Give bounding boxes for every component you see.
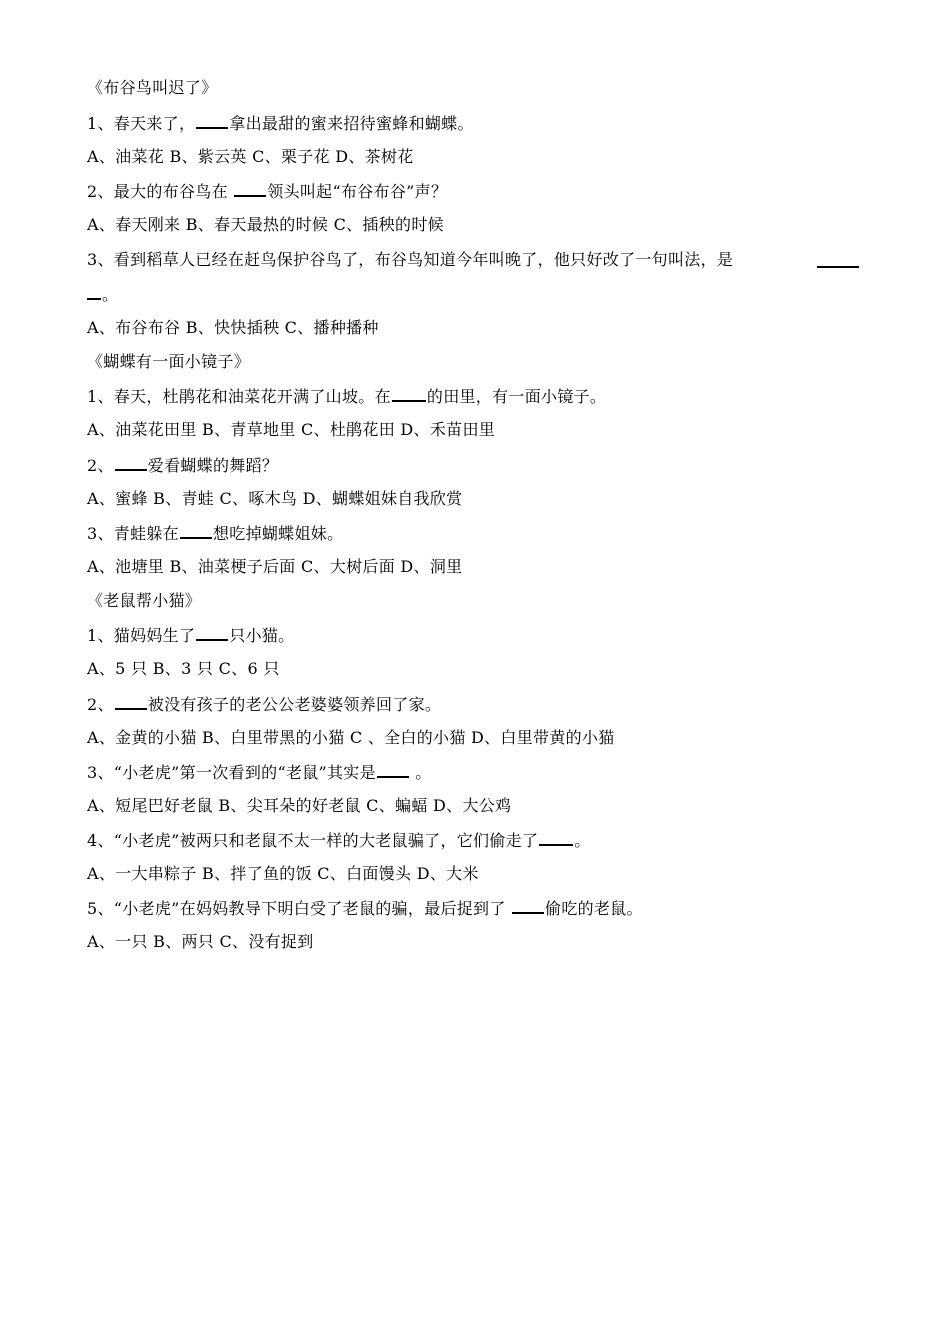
- answer-blank: [196, 625, 228, 641]
- question-line: [87, 386, 606, 407]
- question-text: 领头叫起“布谷布谷”声？: [267, 182, 448, 201]
- question-text: 拿出最甜的蜜来招待蜜蜂和蝴蝶。: [229, 114, 474, 133]
- answer-blank: [115, 455, 147, 471]
- options-line: A、蜜蜂 B、青蛙 C、啄木鸟 D、蝴蝶姐妹自我欣赏: [87, 489, 463, 508]
- options-line: A、5 只 B、3 只 C、6 只: [87, 659, 280, 678]
- question-line: [87, 762, 432, 783]
- question-text: 。: [574, 831, 591, 850]
- question-text: 1、春天，杜鹃花和油菜花开满了山坡。在: [87, 387, 391, 406]
- question-text: 3、看到稻草人已经在赶鸟保护谷鸟了，布谷鸟知道今年叫晚了，他只好改了一句叫法，是: [87, 250, 734, 269]
- options-line: A、池塘里 B、油菜梗子后面 C、大树后面 D、洞里: [87, 557, 463, 576]
- question-text: 4、“小老虎”被两只和老鼠不太一样的大老鼠骗了，它们偷走了: [87, 831, 539, 850]
- question-text: 1、猫妈妈生了: [87, 626, 196, 645]
- question-line: [87, 898, 643, 919]
- answer-blank: [377, 762, 409, 778]
- question-text: 3、青蛙躲在: [87, 524, 179, 543]
- answer-blank: [817, 252, 859, 268]
- question-line: [87, 694, 441, 715]
- question-text: 。: [102, 285, 119, 304]
- section-title: 《蝴蝶有一面小镜子》: [87, 352, 251, 371]
- question-line: [87, 250, 733, 270]
- options-line: A、布谷布谷 B、快快插秧 C、播种播种: [87, 318, 379, 337]
- question-text: 1、春天来了，: [87, 114, 196, 133]
- answer-blank: [234, 181, 266, 197]
- question-text: 的田里，有一面小镜子。: [426, 387, 607, 406]
- question-line: [87, 625, 294, 646]
- answer-blank: [196, 113, 228, 129]
- question-line-continued: [87, 284, 118, 305]
- question-text: 想吃掉蝴蝶姐妹。: [212, 524, 344, 543]
- question-text: 5、“小老虎”在妈妈教导下明白受了老鼠的骗，最后捉到了: [87, 899, 512, 918]
- question-line: [87, 523, 343, 544]
- question-line: [87, 113, 474, 134]
- question-text: 只小猫。: [229, 626, 295, 645]
- options-line: A、春天刚来 B、春天最热的时候 C、插秧的时候: [87, 215, 444, 234]
- answer-blank: [512, 898, 544, 914]
- section-title: 《布谷鸟叫迟了》: [87, 78, 218, 97]
- question-text: 2、最大的布谷鸟在: [87, 182, 234, 201]
- answer-blank: [392, 386, 426, 402]
- answer-blank: [87, 284, 101, 300]
- options-line: A、一只 B、两只 C、没有捉到: [87, 932, 314, 951]
- question-text: 2、: [87, 456, 114, 475]
- options-line: A、油菜花田里 B、青草地里 C、杜鹃花田 D、禾苗田里: [87, 420, 496, 439]
- answer-blank: [115, 694, 147, 710]
- question-text: 偷吃的老鼠。: [545, 899, 643, 918]
- options-line: A、一大串粽子 B、拌了鱼的饭 C、白面馒头 D、大米: [87, 864, 479, 883]
- options-line: A、油菜花 B、紫云英 C、栗子花 D、茶树花: [87, 147, 414, 166]
- options-line: A、金黄的小猫 B、白里带黑的小猫 C 、全白的小猫 D、白里带黄的小猫: [87, 728, 615, 747]
- options-line: A、短尾巴好老鼠 B、尖耳朵的好老鼠 C、蝙蝠 D、大公鸡: [87, 796, 512, 815]
- question-line: [87, 181, 447, 202]
- question-text: 爱看蝴蝶的舞蹈？: [147, 456, 279, 475]
- answer-blank: [539, 830, 573, 846]
- question-line: [87, 830, 591, 851]
- answer-blank: [180, 523, 212, 539]
- question-line: [87, 455, 278, 476]
- question-text: 2、: [87, 695, 114, 714]
- question-text: 被没有孩子的老公公老婆婆领养回了家。: [147, 695, 442, 714]
- question-text: 3、“小老虎”第一次看到的“老鼠”其实是: [87, 763, 376, 782]
- question-text: 。: [409, 763, 432, 782]
- section-title: 《老鼠帮小猫》: [87, 591, 202, 610]
